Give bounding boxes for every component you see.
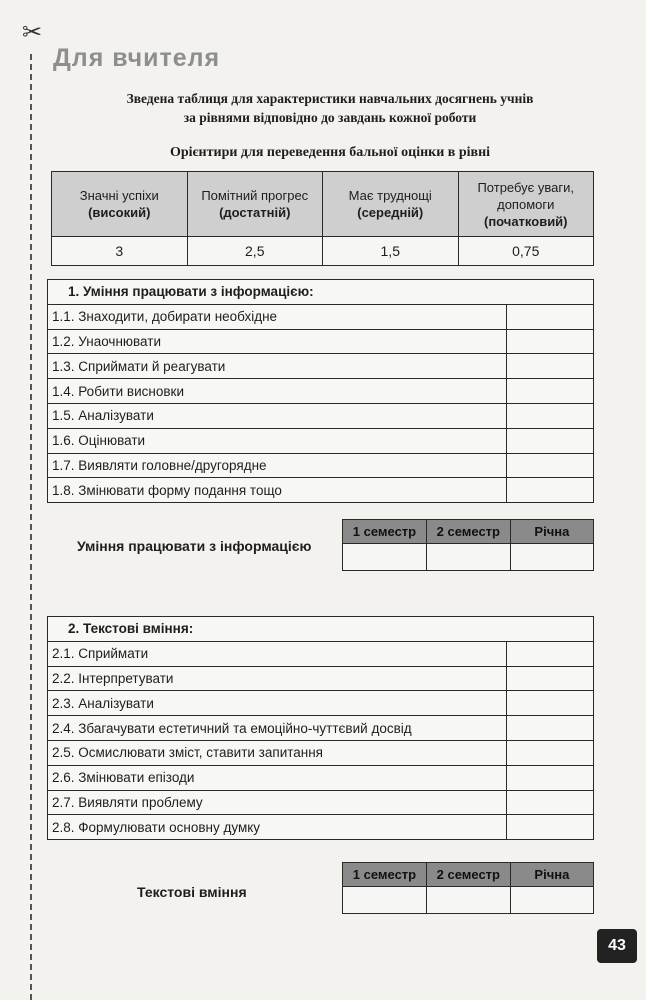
table-row [48,478,594,503]
mark-cell[interactable] [507,478,594,503]
level-name: Потребує уваги, допомоги [477,179,575,212]
skill-label: 2.3. Аналізувати [48,691,507,716]
cut-line [30,54,32,1000]
level-tag: (середній) [357,205,424,220]
semester-2-cell[interactable] [426,887,510,914]
mark-cell[interactable] [507,691,594,716]
level-tag: (початковий) [483,213,568,229]
level-score: 1,5 [323,237,459,266]
table-row [48,329,594,354]
level-name: Помітний прогрес [201,188,309,203]
skill-label: 2.8. Формулювати основну думку [48,815,507,840]
grades-header-row [52,172,594,237]
text-skills-summary-label: Текстові вміння [137,884,247,900]
semester-1-cell[interactable] [343,887,427,914]
semester-1-header: 1 семестр [343,520,427,544]
skill-label: 2.7. Виявляти проблему [48,790,507,815]
skill-label: 1.2. Унаочнювати [48,329,507,354]
skill-label: 1.6. Оцінювати [48,428,507,453]
mark-cell[interactable] [507,379,594,404]
grades-table [51,171,594,266]
table-row [48,354,594,379]
mark-cell[interactable] [507,354,594,379]
mark-cell[interactable] [507,304,594,329]
level-score: 0,75 [458,237,594,266]
semester-1-header: 1 семестр [343,863,427,887]
table-row [48,304,594,329]
level-tag: (достатній) [219,205,291,220]
level-header [458,172,594,237]
level-score: 2,5 [187,237,323,266]
table-row [48,666,594,691]
mark-cell[interactable] [507,641,594,666]
level-name: Має труднощі [348,188,432,203]
semester-value-row [343,544,594,571]
skill-label: 1.3. Сприймати й реагувати [48,354,507,379]
table-title-row [48,280,594,305]
mark-cell[interactable] [507,403,594,428]
info-skills-summary-label: Уміння працювати з інформацією [77,538,312,554]
annual-cell[interactable] [510,544,593,571]
mark-cell[interactable] [507,666,594,691]
mark-cell[interactable] [507,740,594,765]
table-row [48,740,594,765]
grades-subtitle: Орієнтири для переведення бальної оцінки в рівні [169,145,491,160]
skill-label: 1.7. Виявляти головне/другорядне [48,453,507,478]
info-skills-semester-table [342,519,594,571]
table-row [48,453,594,478]
level-header [52,172,188,237]
page-number: 43 [597,929,637,963]
table-row [48,815,594,840]
table-row [48,790,594,815]
skill-label: 1.1. Знаходити, добирати необхідне [48,304,507,329]
table-row [48,379,594,404]
semester-header-row [343,863,594,887]
skill-label: 1.5. Аналізувати [48,403,507,428]
skill-label: 2.1. Сприймати [48,641,507,666]
table-row [48,403,594,428]
semester-2-cell[interactable] [426,544,510,571]
table-row [48,691,594,716]
skill-label: 1.4. Робити висновки [48,379,507,404]
skill-label: 2.5. Осмислювати зміст, ставити запитання [48,740,507,765]
mark-cell[interactable] [507,790,594,815]
mark-cell[interactable] [507,428,594,453]
table-row [48,716,594,741]
text-skills-semester-table [342,862,594,914]
table-row [48,765,594,790]
mark-cell[interactable] [507,765,594,790]
skill-label: 2.4. Збагачувати естетичний та емоційно-чуттєвий досвід [48,716,507,741]
skill-label: 1.8. Змінювати форму подання тощо [48,478,507,503]
heading-line-2: за рівнями відповідно до завдань кожної роботи [183,110,477,125]
text-skills-table [47,616,594,840]
annual-header: Річна [510,863,593,887]
semester-header-row [343,520,594,544]
skill-label: 2.2. Інтерпретувати [48,666,507,691]
grades-score-row [52,237,594,266]
mark-cell[interactable] [507,329,594,354]
scissors-icon: ✂ [22,18,43,46]
level-header [187,172,323,237]
section-title: Для вчителя [53,44,221,72]
info-skills-table [47,279,594,503]
level-header [323,172,459,237]
mark-cell[interactable] [507,815,594,840]
text-skills-title: 2. Текстові вміння: [48,617,594,642]
semester-1-cell[interactable] [343,544,427,571]
page-heading [80,89,580,127]
annual-header: Річна [510,520,593,544]
heading-line-1: Зведена таблиця для характеристики навчальних досягнень учнів [126,91,534,106]
table-row [48,641,594,666]
info-skills-title: 1. Уміння працювати з інформацією: [48,280,594,305]
semester-2-header: 2 семестр [426,863,510,887]
annual-cell[interactable] [510,887,593,914]
level-score: 3 [52,237,188,266]
mark-cell[interactable] [507,453,594,478]
semester-value-row [343,887,594,914]
table-row [48,428,594,453]
semester-2-header: 2 семестр [426,520,510,544]
table-title-row [48,617,594,642]
skill-label: 2.6. Змінювати епізоди [48,765,507,790]
level-tag: (високий) [88,205,151,220]
mark-cell[interactable] [507,716,594,741]
level-name: Значні успіхи [79,188,159,203]
